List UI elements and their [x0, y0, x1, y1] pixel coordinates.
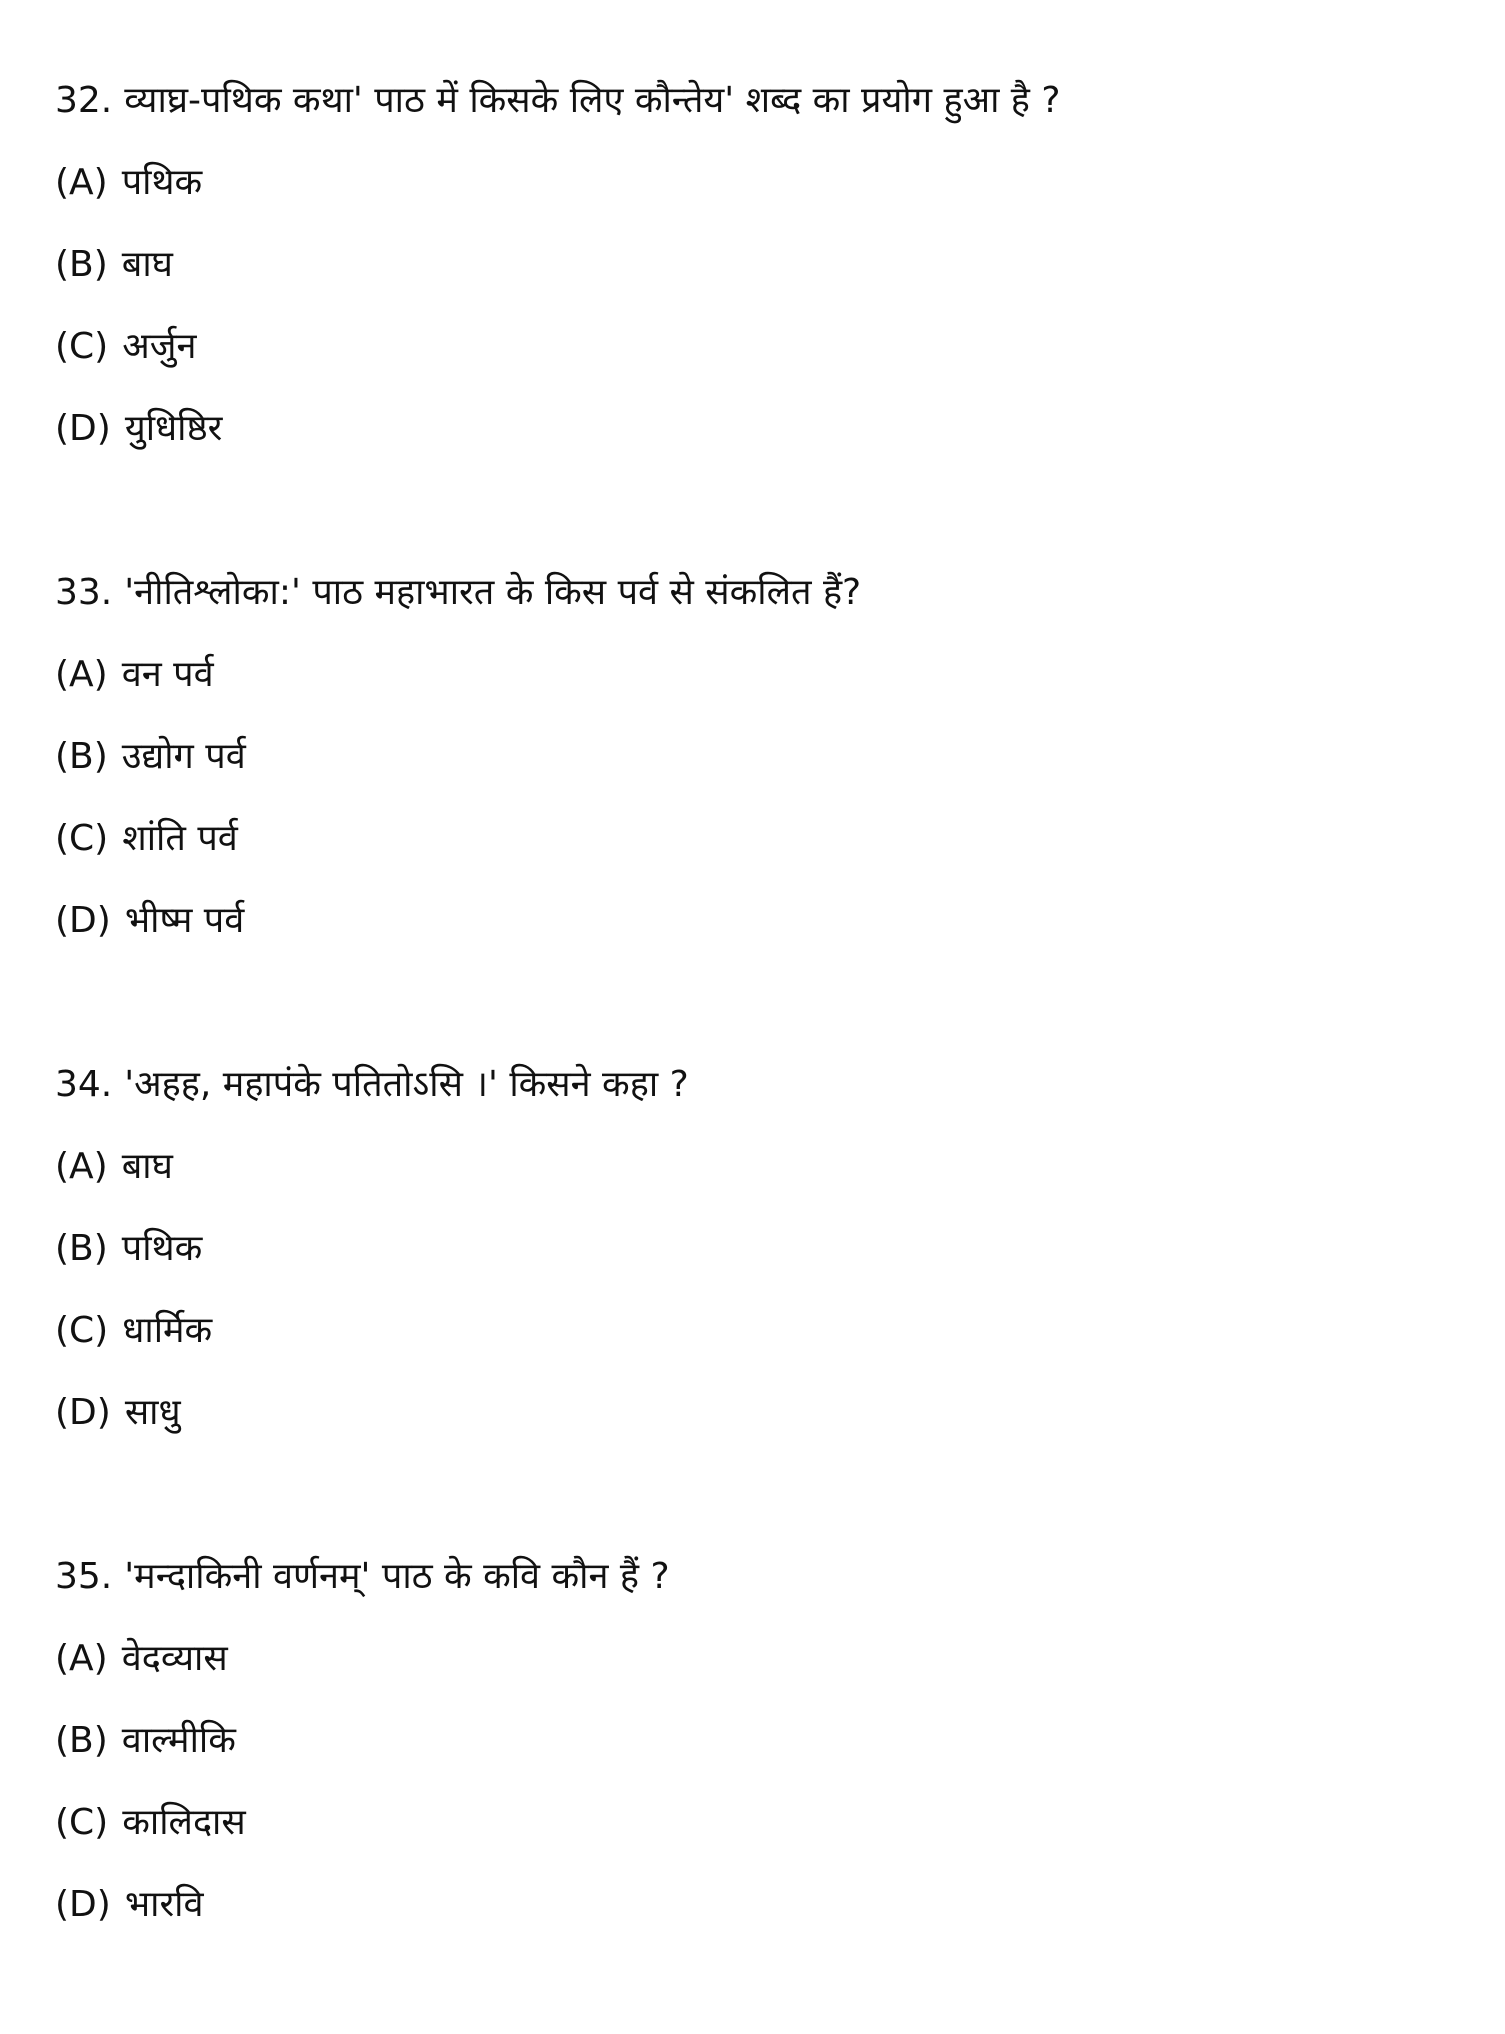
option-item	[55, 142, 1465, 224]
option-text: वेदव्यास	[121, 1638, 228, 1679]
option-item	[55, 1782, 1465, 1864]
option-item	[55, 1618, 1465, 1700]
option-text: बाघ	[121, 244, 173, 285]
option-item	[55, 388, 1465, 470]
option-label: (D)	[55, 1884, 111, 1925]
question-number: 32.	[55, 80, 113, 121]
option-item	[55, 880, 1465, 962]
question-number: 34.	[55, 1064, 113, 1105]
option-label: (D)	[55, 900, 111, 941]
option-item	[55, 1700, 1465, 1782]
option-text: भीष्म पर्व	[124, 900, 245, 941]
option-text: अर्जुन	[122, 326, 197, 367]
question-number: 35.	[55, 1556, 113, 1597]
option-item	[55, 306, 1465, 388]
question-line	[55, 1044, 1465, 1126]
option-text: वन पर्व	[121, 654, 214, 695]
option-label: (C)	[55, 818, 109, 859]
option-label: (A)	[55, 654, 108, 695]
option-item	[55, 1126, 1465, 1208]
option-text: युधिष्ठिर	[124, 408, 223, 449]
option-label: (C)	[55, 1310, 109, 1351]
option-item	[55, 716, 1465, 798]
option-label: (B)	[55, 736, 108, 777]
option-item	[55, 1864, 1465, 1946]
option-label: (B)	[55, 1228, 108, 1269]
option-text: पथिक	[121, 1228, 203, 1269]
option-label: (C)	[55, 326, 109, 367]
question-line	[55, 60, 1465, 142]
option-text: शांति पर्व	[122, 818, 238, 859]
option-item	[55, 1372, 1465, 1454]
option-text: पथिक	[121, 162, 203, 203]
question-block	[55, 552, 1465, 962]
question-text: 'नीतिश्लोका:' पाठ महाभारत के किस पर्व से संकलित हैं?	[124, 572, 862, 613]
question-text: 'अहह, महापंके पतितोऽसि ।' किसने कहा ?	[124, 1064, 689, 1105]
question-line	[55, 552, 1465, 634]
option-label: (B)	[55, 1720, 108, 1761]
option-item	[55, 634, 1465, 716]
option-text: धार्मिक	[122, 1310, 213, 1351]
question-block	[55, 1044, 1465, 1454]
question-text: व्याघ्र-पथिक कथा' पाठ में किसके लिए कौन्तेय' शब्द का प्रयोग हुआ है ?	[124, 80, 1061, 121]
option-label: (D)	[55, 408, 111, 449]
question-sheet	[55, 60, 1465, 2028]
question-block	[55, 60, 1465, 470]
option-text: उद्योग पर्व	[121, 736, 246, 777]
option-label: (A)	[55, 1146, 108, 1187]
option-text: वाल्मीकि	[121, 1720, 236, 1761]
option-text: साधु	[124, 1392, 181, 1433]
option-item	[55, 1290, 1465, 1372]
option-text: बाघ	[121, 1146, 173, 1187]
option-item	[55, 798, 1465, 880]
option-label: (D)	[55, 1392, 111, 1433]
question-line	[55, 1536, 1465, 1618]
option-item	[55, 1208, 1465, 1290]
question-block	[55, 1536, 1465, 1946]
option-label: (C)	[55, 1802, 109, 1843]
option-label: (A)	[55, 162, 108, 203]
option-label: (B)	[55, 244, 108, 285]
option-text: कालिदास	[122, 1802, 246, 1843]
option-text: भारवि	[124, 1884, 204, 1925]
option-item	[55, 224, 1465, 306]
question-number: 33.	[55, 572, 113, 613]
option-label: (A)	[55, 1638, 108, 1679]
question-text: 'मन्दाकिनी वर्णनम्' पाठ के कवि कौन हैं ?	[124, 1556, 670, 1597]
